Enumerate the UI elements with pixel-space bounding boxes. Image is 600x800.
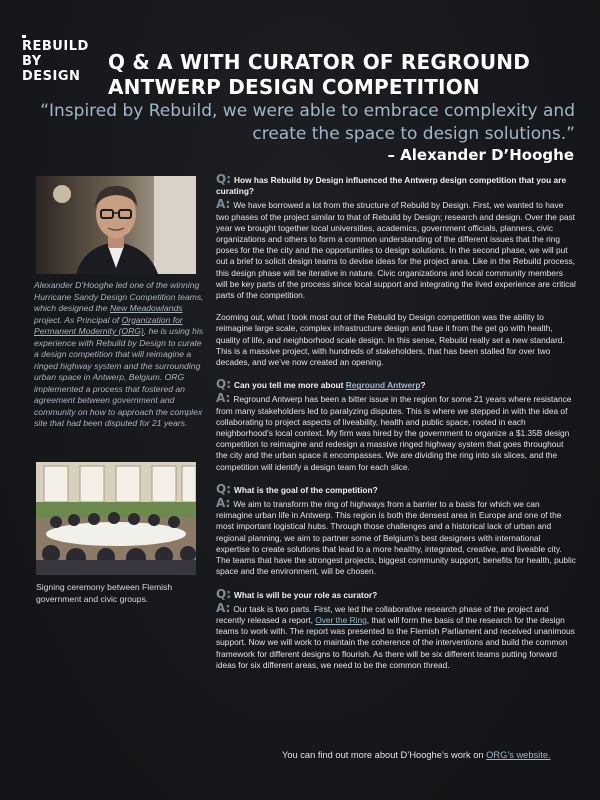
question — [216, 481, 576, 496]
qa-item — [216, 174, 576, 368]
logo-line: DESIGN — [22, 69, 81, 84]
answer-text: , that will form the basis of the research for the design teams to work with. The report was presented to the Flemish Parliament and received unanimous support. Now we will work to maintain the coherence of the interventions and build the common framework for different designs to flourish. As there will be six different teams putting forward ideas for six different areas, we need to be the common thread. — [216, 614, 575, 670]
qa-item — [216, 379, 576, 473]
portrait-caption — [34, 280, 206, 430]
question — [216, 379, 576, 391]
question-text: Can you tell me more about — [234, 380, 346, 391]
signing-ceremony-photo — [36, 462, 196, 575]
over-the-ring-link[interactable]: Over the Ring — [315, 614, 367, 625]
answer-text: We aim to transform the ring of highways from a barrier to a basis for which we can reimagine urban life in Antwerp. This region is both the densest area in Europe and one of the most important logistical hubs. Through those challenges and a historical lack of urban and regional planning, we aim to partner some of Belgium’s best designers with international expertise to create solutions that lead to a more healthy, integrated, creative, and liveable city. The teams that have the strongest projects, biggest community support, benefits for health, public space and the environment, will be chosen. — [216, 499, 576, 577]
org-website-link[interactable]: ORG’s website. — [486, 750, 551, 760]
answer-text: We have borrowed a lot from the structure of Rebuild by Design. First, we wanted to have two phases of the project similar to that of Rebuild by Design; research and design. Over the past year we brought together local universities, academics, government officials, planners, civic organizations and others to form a common understanding of the different issues that the ring poses for the the city and the opportunities to design solutions. In the second phase, we will put out a brief to solicit design teams to devise ideas for the project area. Like in the Rebuild process, this design phase will be iterative in nature. Civic organizations and local community members will be key parts of the process since local support and integrating the lived experience are critical parts of the competition. — [216, 200, 576, 301]
answer — [216, 600, 576, 671]
logo-line: REBUILD — [22, 39, 89, 54]
answer-text: Our task is two parts. First, we led the collaborative research phase of the project and recently released a report, — [216, 603, 549, 625]
answer — [216, 199, 576, 301]
question-text: How has Rebuild by Design influenced the Antwerp design competition that you are curating? — [216, 175, 567, 197]
question-text: What is the goal of the competition? — [234, 484, 378, 495]
answer-text: Reground Antwerp has been a bitter issue in the region for some 21 years where resistance from many stakeholders led to paralyzing disputes. This is where we stepped in with the idea of collaborating to project aspects of liveability, health and public space, rooted in each neighborhood’s local context. My firm was hired by the government to organize a $1.35B design competition to reimagine and redesign a massive ringed highway system that goes throughout the city and the urban space it encompasses. We are dividing the ring into six slices, and the competition will identify a design team for each slice. — [216, 394, 572, 472]
logo-line: BY — [22, 54, 42, 69]
portrait-photo — [36, 176, 196, 274]
question-text: What is will be your role as curator? — [234, 589, 378, 600]
footer-note — [282, 750, 582, 760]
new-meadowlands-link[interactable]: New Meadowlands — [109, 303, 183, 313]
caption-text: Alexander D’Hooghe led one of the winning Hurricane Sandy Design Competition teams, which designed the — [34, 280, 204, 313]
question — [216, 586, 576, 601]
footer-text: You can find out more about D’Hooghe’s work on — [282, 750, 487, 760]
reground-antwerp-link[interactable]: Reground Antwerp — [345, 380, 421, 391]
pull-quote: “Inspired by Rebuild, we were able to embrace complexity and create the space to design solutions.” — [40, 101, 575, 144]
question-text: ? — [420, 380, 426, 391]
qa-item — [216, 481, 576, 578]
q-marker: Q: — [216, 172, 231, 186]
caption-text: , he is using his experience with Rebuild by Design to curate a design competition that will reimagine a ringed highway system and the surrounding urban space in Antwerp, Belgium. ORG implemented a process that fostered an agreement between government and community on how to approach the complex site that had been disputed for 21 years. — [34, 326, 204, 428]
a-marker: A: — [216, 496, 231, 511]
page-title: Q & A WITH CURATOR OF REGROUND ANTWERP DESIGN COMPETITION — [108, 50, 530, 99]
answer — [216, 498, 576, 577]
quote-author: – Alexander D’Hooghe — [387, 146, 574, 164]
question — [216, 174, 576, 197]
a-marker: A: — [216, 197, 231, 212]
meeting-caption: Signing ceremony between Flemish government and civic groups. — [36, 582, 173, 604]
qa-item — [216, 586, 576, 671]
org-link[interactable]: Organization for Permanent Modernity (ORG) — [34, 314, 183, 336]
a-marker: A: — [216, 600, 231, 615]
qa-column — [216, 174, 576, 671]
rebuild-by-design-logo[interactable] — [22, 39, 88, 84]
q-marker: Q: — [216, 586, 231, 601]
caption-text: project. As Principal of — [34, 314, 122, 325]
a-marker: A: — [216, 391, 231, 406]
answer-paragraph: Zooming out, what I took most out of the Rebuild by Design competition was the ability to reimagine large scale, complex infrastructure design and fuse it from the get go with health, quality of life, and neighborhood scale design. In this sense, Rebuild really set a new standard. This is a massive project, with hundreds of stakeholders, that has been stalled for over two decades, and we’ve now created an opening. — [216, 312, 565, 368]
q-marker: Q: — [216, 377, 231, 392]
logo-mark — [22, 35, 26, 38]
q-marker: Q: — [216, 481, 231, 496]
answer — [216, 393, 576, 472]
